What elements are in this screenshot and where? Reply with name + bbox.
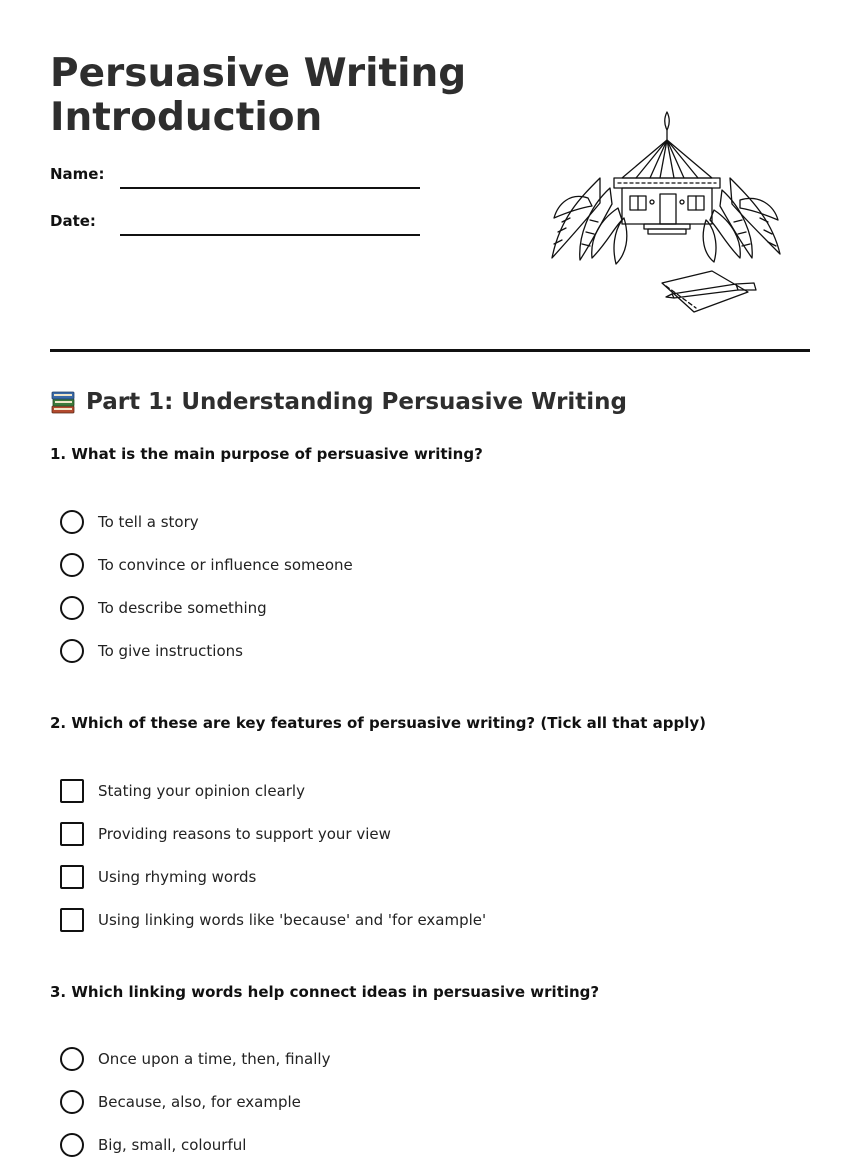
question-3: 3. Which linking words help connect ideas in persuasive writing? xyxy=(50,983,600,1001)
option-label: Providing reasons to support your view xyxy=(98,825,391,843)
q3-option-1[interactable] xyxy=(60,1047,330,1071)
option-label: To describe something xyxy=(98,599,267,617)
radio-button[interactable] xyxy=(60,1090,84,1114)
date-field[interactable] xyxy=(120,234,420,236)
option-label: Because, also, for example xyxy=(98,1093,301,1111)
radio-button[interactable] xyxy=(60,1133,84,1157)
option-label: Once upon a time, then, finally xyxy=(98,1050,331,1068)
q2-option-4[interactable] xyxy=(60,908,486,932)
checkbox[interactable] xyxy=(60,779,84,803)
q2-option-1[interactable] xyxy=(60,779,305,803)
option-label: To convince or influence someone xyxy=(98,556,353,574)
q2-option-2[interactable] xyxy=(60,822,391,846)
q1-option-1[interactable] xyxy=(60,510,199,534)
name-field[interactable] xyxy=(120,187,420,189)
q1-option-3[interactable] xyxy=(60,596,267,620)
q1-option-4[interactable] xyxy=(60,639,243,663)
option-label: To give instructions xyxy=(98,642,243,660)
checkbox[interactable] xyxy=(60,865,84,889)
page-title xyxy=(50,52,466,140)
radio-button[interactable] xyxy=(60,510,84,534)
title-line-1: Persuasive Writing xyxy=(50,51,467,96)
part-1-heading xyxy=(50,388,627,416)
q2-option-3[interactable] xyxy=(60,865,256,889)
house-illustration xyxy=(540,108,790,323)
checkbox[interactable] xyxy=(60,822,84,846)
date-label: Date: xyxy=(50,212,96,230)
title-line-2: Introduction xyxy=(50,95,323,140)
radio-button[interactable] xyxy=(60,553,84,577)
question-2: 2. Which of these are key features of persuasive writing? (Tick all that apply) xyxy=(50,714,707,732)
radio-button[interactable] xyxy=(60,596,84,620)
radio-button[interactable] xyxy=(60,1047,84,1071)
q3-option-2[interactable] xyxy=(60,1090,301,1114)
option-label: Using rhyming words xyxy=(98,868,257,886)
q1-option-2[interactable] xyxy=(60,553,353,577)
option-label: Big, small, colourful xyxy=(98,1136,247,1154)
q3-option-3[interactable] xyxy=(60,1133,246,1157)
books-icon xyxy=(50,388,76,416)
checkbox[interactable] xyxy=(60,908,84,932)
part-1-title: Part 1: Understanding Persuasive Writing xyxy=(86,389,628,415)
name-label: Name: xyxy=(50,165,105,183)
option-label: Using linking words like 'because' and 'for example' xyxy=(98,911,487,929)
option-label: To tell a story xyxy=(98,513,199,531)
option-label: Stating your opinion clearly xyxy=(98,782,305,800)
radio-button[interactable] xyxy=(60,639,84,663)
section-divider xyxy=(50,349,810,352)
question-1: 1. What is the main purpose of persuasive writing? xyxy=(50,445,483,463)
